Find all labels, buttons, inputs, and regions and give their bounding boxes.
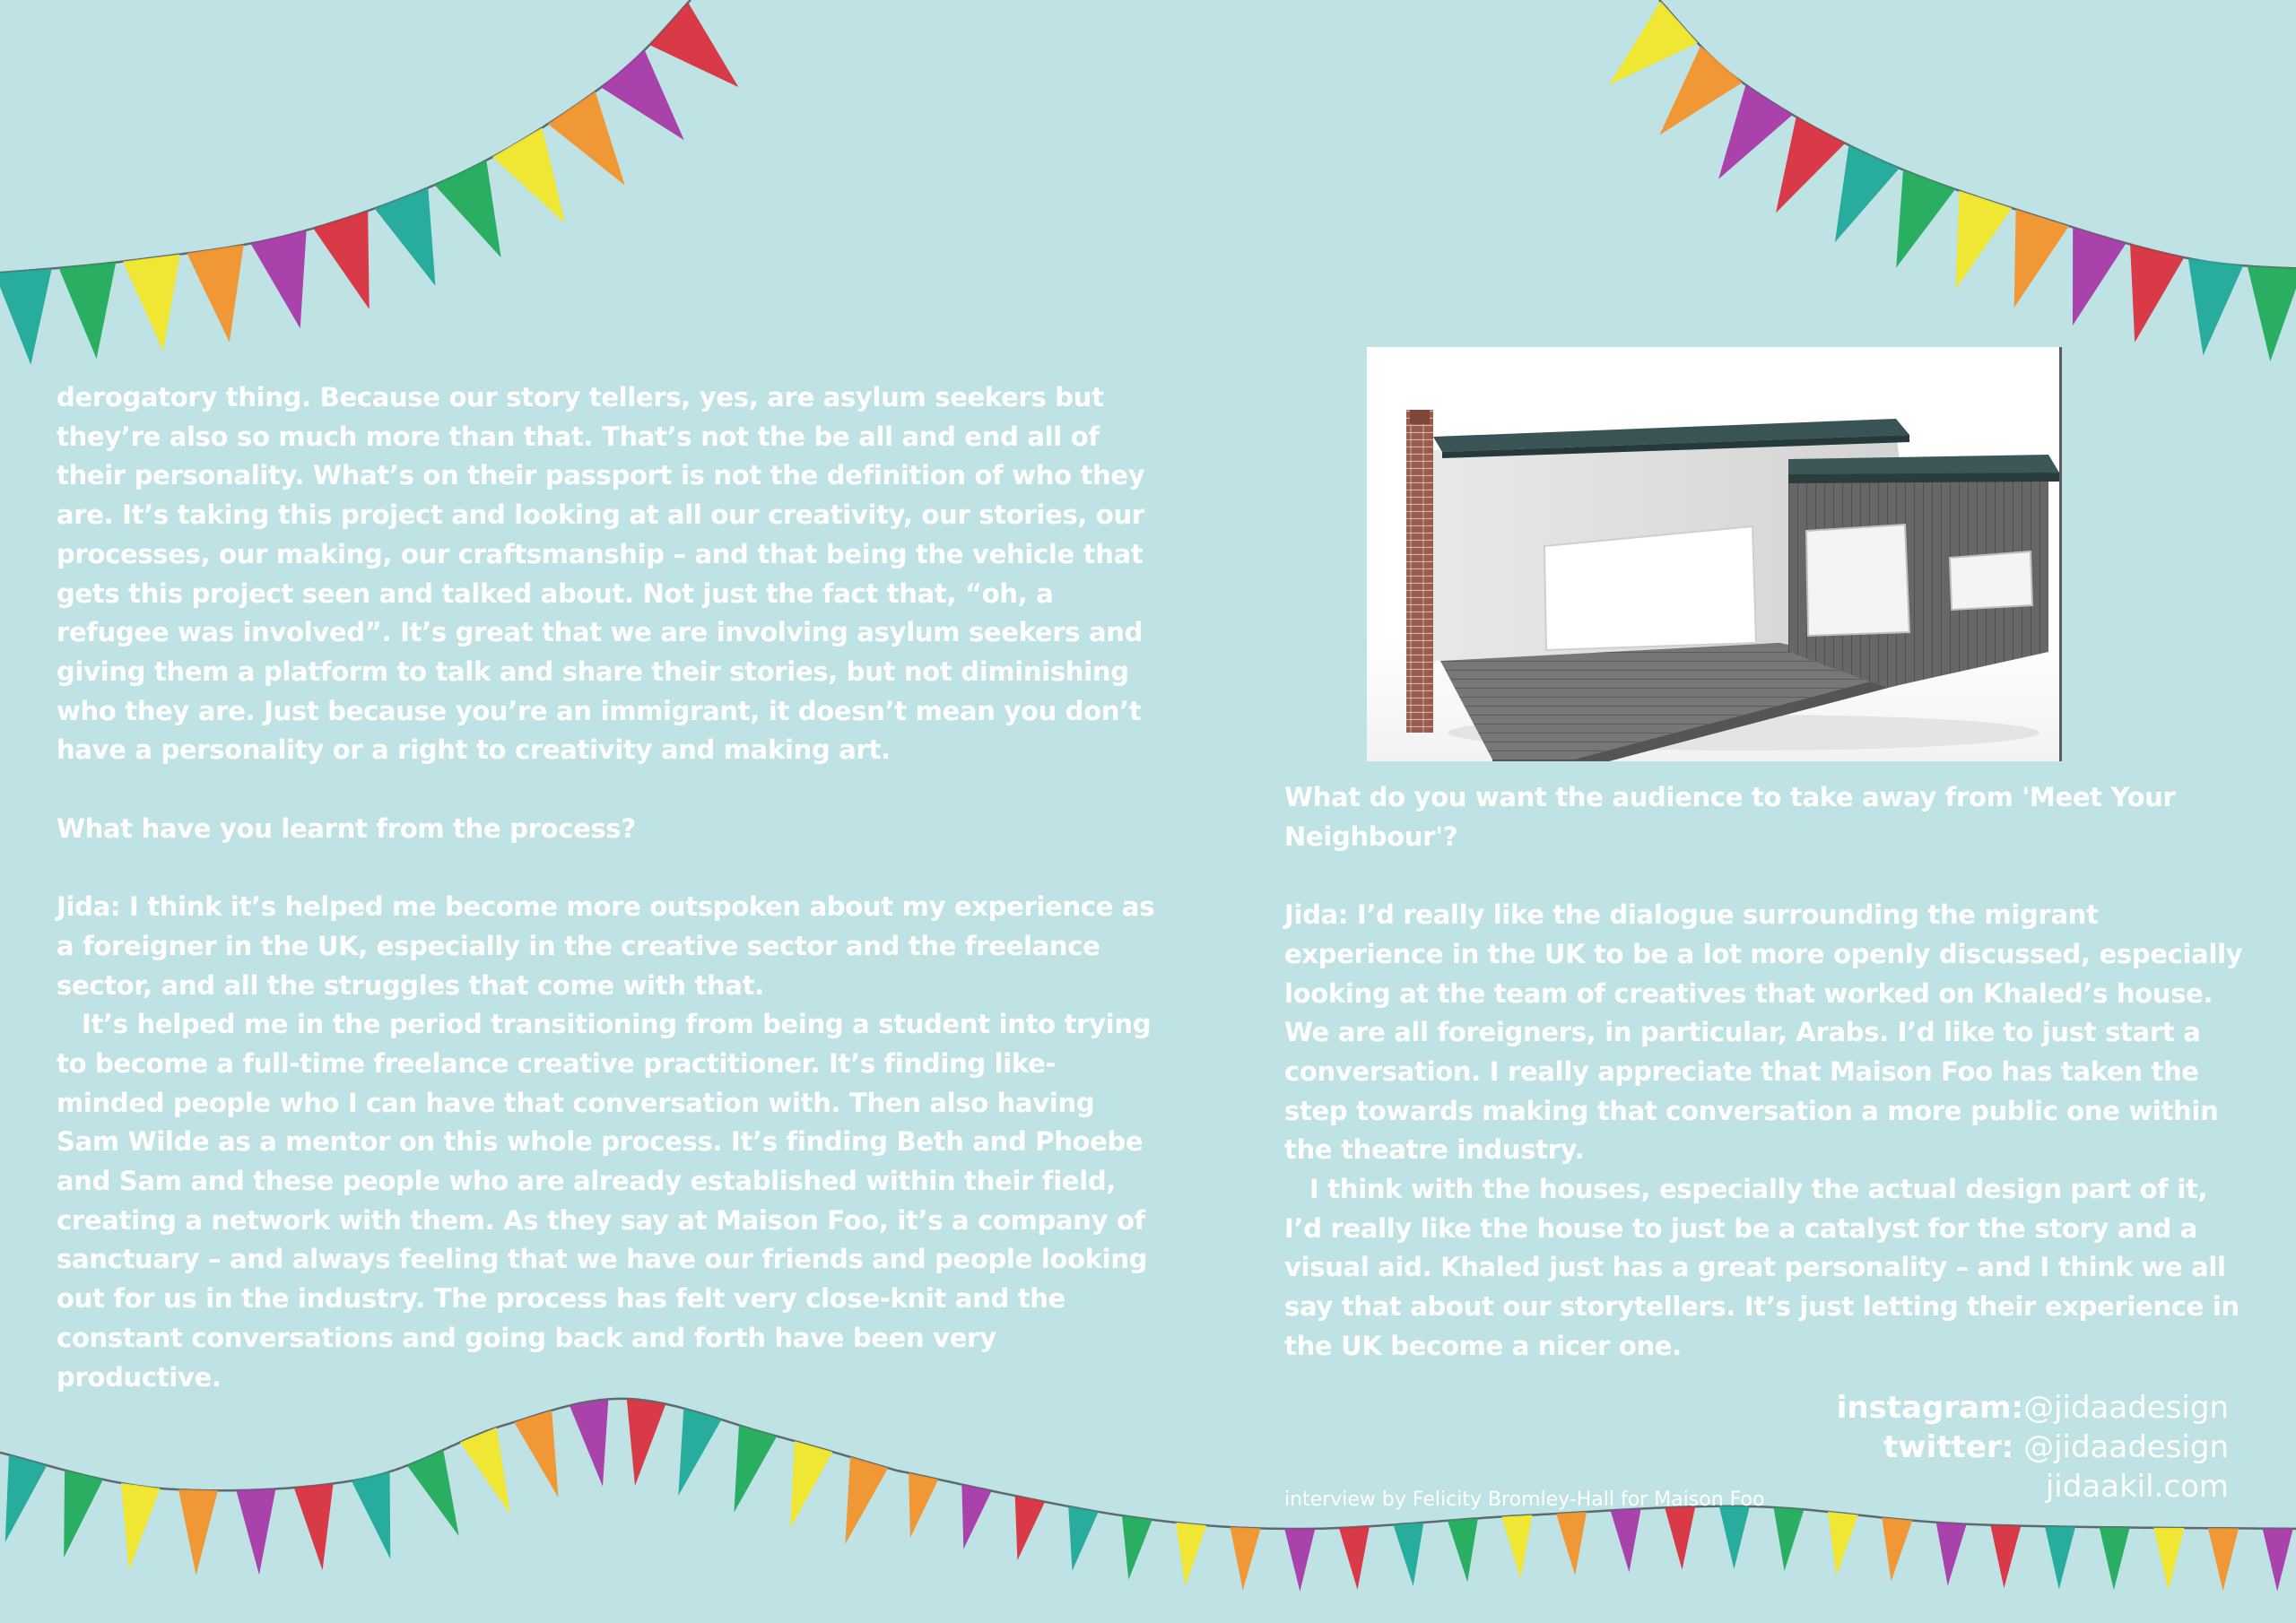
instagram-label: instagram:: [1836, 1390, 2024, 1426]
left-column: [57, 378, 1160, 1397]
interview-question: What do you want the audience to take away from 'Meet Your Neighbour'?: [1284, 782, 2176, 852]
website-link[interactable]: jidaakil.com: [2045, 1469, 2229, 1505]
twitter-label: twitter:: [1883, 1429, 2014, 1465]
body-paragraph: derogatory thing. Because our story tellers, yes, are asylum seekers but they’re also so much more than that. That’s not the be all and end all of their personality. What’s on their passport is not the definition of who they are. It’s taking this project and looking at all our creativity, our stories, our processes, our making, our craftsmanship – and that being the vehicle that gets this project seen and talked about. Not just the fact that, “oh, a refugee was involved”. It’s great that we are involving asylum seekers and giving them a platform to talk and share their stories, but not diminishing who they are. Just because you’re an immigrant, it doesn’t mean you don’t have a personality or a right to creativity and making art.: [57, 382, 1145, 766]
twitter-handle[interactable]: @jidaadesign: [2023, 1429, 2229, 1465]
answer-paragraph: Jida: I think it’s helped me become more outspoken about my experience as a foreigner in the UK, especially in the creative sector and the freelance sector, and all the struggles that come with that.: [57, 891, 1155, 1001]
right-column: [1284, 778, 2253, 1367]
interview-credit: interview by Felicity Bromley-Hall for Maison Foo: [1284, 1488, 1765, 1511]
answer-paragraph: Jida: I’d really like the dialogue surrounding the migrant experience in the UK to be a lot more openly discussed, especially looking at the team of creatives that worked on Khaled’s house. We are all foreigners, in particular, Arabs. I’d like to just start a conversation. I really appreciate that Maison Foo has taken the step towards making that conversation a more public one within the theatre industry.: [1284, 899, 2243, 1166]
instagram-line: [1837, 1388, 2229, 1428]
answer-paragraph: It’s helped me in the period transitioning from being a student into trying to become a full-time freelance creative practitioner. It’s finding like-minded people who I can have that conversation with. Then also having Sam Wilde as a mentor on this whole process. It’s finding Beth and Phoebe and Sam and these people who are already established within their field, creating a network with them. As they say at Maison Foo, it’s a company of sanctuary – and always feeling that we have our friends and people looking out for us in the industry. The process has felt very close-knit and the constant conversations and going back and forth have been very productive.: [57, 1009, 1152, 1393]
answer-paragraph: I think with the houses, especially the actual design part of it, I’d really like the house to just be a catalyst for the story and a visual aid. Khaled just has a great personality – and I think we all say that about our storytellers. It’s just letting their experience in the UK become a nicer one.: [1284, 1174, 2239, 1361]
twitter-line: [1837, 1428, 2229, 1467]
social-links: [1837, 1388, 2229, 1506]
house-render-image: [1367, 347, 2062, 761]
instagram-handle[interactable]: @jidaadesign: [2023, 1390, 2229, 1426]
interview-question: What have you learnt from the process?: [57, 812, 636, 844]
